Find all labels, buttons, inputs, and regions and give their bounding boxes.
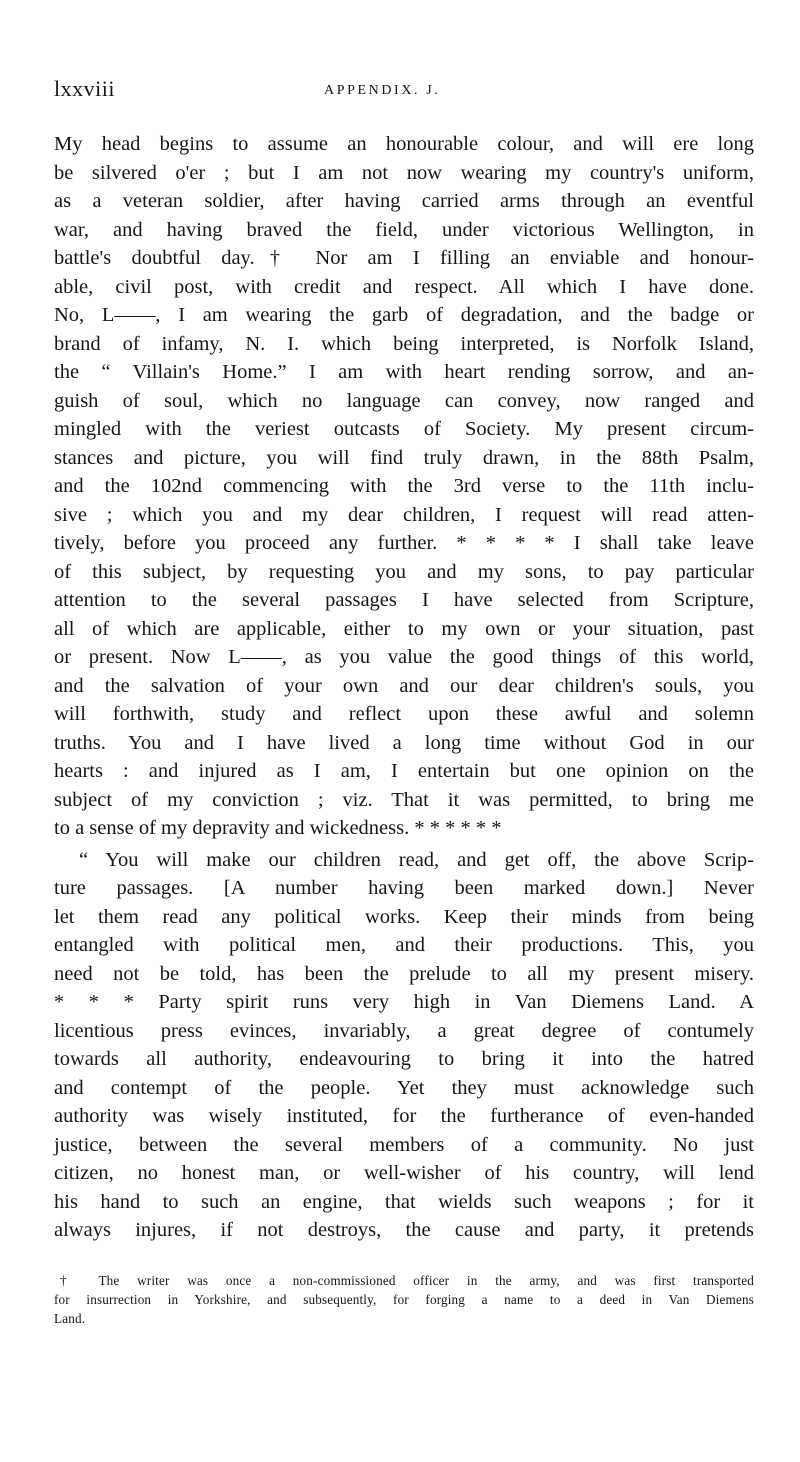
footnote-line: † The writer was once a non-commissioned officer in the army, and was first transported bbox=[60, 1273, 754, 1288]
text-line: all of which are applicable, either to my own or your situation, past bbox=[54, 617, 754, 640]
text-line: guish of soul, which no language can convey, now ranged and bbox=[54, 389, 754, 412]
text-line: of this subject, by requesting you and my sons, to pay particular bbox=[54, 560, 754, 583]
text-line: ture passages. [A number having been marked down.] Never bbox=[54, 877, 754, 899]
text-line: licentious press evinces, invariably, a great degree of contumely bbox=[54, 1019, 754, 1042]
text-line: attention to the several passages I have selected from Scripture, bbox=[54, 589, 754, 611]
footnote-line: for insurrection in Yorkshire, and subsequently, for forging a name to a deed in Van Diemens bbox=[54, 1292, 754, 1307]
text-line: and the salvation of your own and our dear children's souls, you bbox=[54, 674, 754, 697]
text-line: authority was wisely instituted, for the furtherance of even-handed bbox=[54, 1105, 754, 1127]
running-head: APPENDIX. J. bbox=[324, 83, 441, 98]
text-line: or present. Now L——, as you value the good things of this world, bbox=[54, 646, 754, 668]
paragraph-1 bbox=[54, 130, 754, 843]
text-line: entangled with political men, and their productions. This, you bbox=[54, 934, 754, 956]
page-number: lxxviii bbox=[54, 76, 115, 101]
text-line: always injures, if not destroys, the cause and party, it pretends bbox=[54, 1219, 754, 1241]
text-line: subject of my conviction ; viz. That it was permitted, to bring me bbox=[54, 788, 754, 811]
text-line: battle's doubtful day.† Nor am I filling an enviable and honour- bbox=[54, 247, 754, 269]
text-line: need not be told, has been the prelude to all my present misery. bbox=[54, 962, 754, 985]
text-line: stances and picture, you will find truly drawn, in the 88th Psalm, bbox=[54, 446, 754, 469]
text-line: mingled with the veriest outcasts of Society. My present circum- bbox=[54, 418, 754, 440]
text-line: his hand to such an engine, that wields such weapons ; for it bbox=[54, 1190, 754, 1213]
text-line: “ You will make our children read, and get off, the above Scrip- bbox=[79, 848, 754, 871]
text-line: the “ Villain's Home.” I am with heart rending sorrow, and an- bbox=[54, 361, 754, 383]
text-line: be silvered o'er ; but I am not now wearing my country's uniform, bbox=[54, 161, 754, 184]
text-line: tively, before you proceed any further. * * * * I shall take leave bbox=[54, 532, 754, 554]
text-line: No, L——, I am wearing the garb of degradation, and the badge or bbox=[54, 304, 754, 326]
text-line: towards all authority, endeavouring to bring it into the hatred bbox=[54, 1048, 754, 1070]
text-line: as a veteran soldier, after having carried arms through an eventful bbox=[54, 190, 754, 212]
text-line: citizen, no honest man, or well-wisher of his country, will lend bbox=[54, 1162, 754, 1184]
text-line: My head begins to assume an honourable colour, and will ere long bbox=[54, 133, 754, 155]
paragraph-2 bbox=[54, 846, 754, 1245]
text-line: hearts : and injured as I am, I entertain but one opinion on the bbox=[54, 760, 754, 782]
footnote-line: Land. bbox=[54, 1311, 86, 1326]
text-line: to a sense of my depravity and wickedness. * * * * * * bbox=[54, 817, 502, 839]
text-line: let them read any political works. Keep their minds from being bbox=[54, 905, 754, 928]
footnote bbox=[54, 1271, 754, 1328]
text-line: and the 102nd commencing with the 3rd verse to the 11th inclu- bbox=[54, 475, 754, 497]
text-line: truths. You and I have lived a long time without God in our bbox=[54, 731, 754, 754]
page-header bbox=[54, 76, 754, 106]
text-line: brand of infamy, N. I. which being interpreted, is Norfolk Island, bbox=[54, 332, 754, 355]
body-text bbox=[54, 130, 754, 1245]
text-line: * * * Party spirit runs very high in Van Diemens Land. A bbox=[54, 991, 754, 1013]
text-line: war, and having braved the field, under victorious Wellington, in bbox=[54, 218, 754, 241]
text-line: and contempt of the people. Yet they must acknowledge such bbox=[54, 1076, 754, 1099]
text-line: sive ; which you and my dear children, I request will read atten- bbox=[54, 503, 754, 526]
text-line: able, civil post, with credit and respect. All which I have done. bbox=[54, 275, 754, 298]
text-line: justice, between the several members of a community. No just bbox=[54, 1133, 754, 1156]
text-line: will forthwith, study and reflect upon these awful and solemn bbox=[54, 703, 754, 725]
